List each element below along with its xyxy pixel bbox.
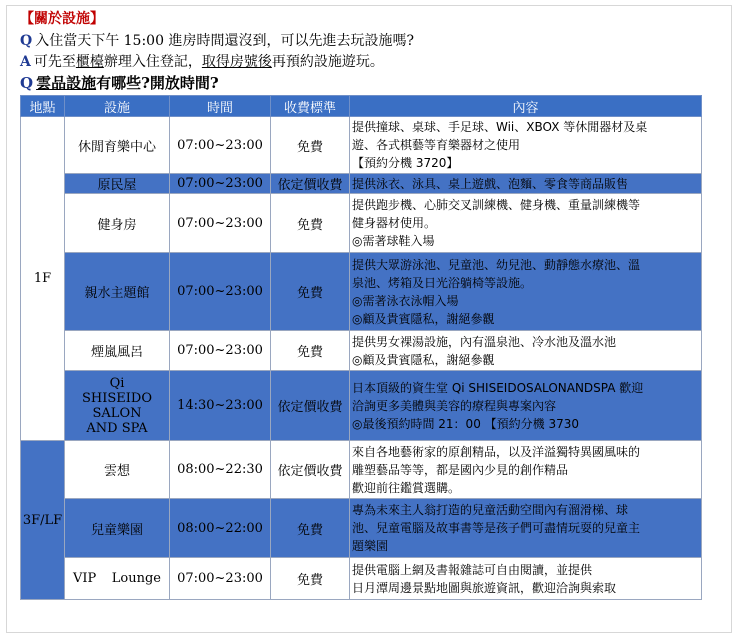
time-cell: 07:00~23:00	[170, 194, 271, 253]
content-line: 日月潭周邊景點地圖與旅遊資訊，歡迎洽詢與索取	[352, 580, 617, 595]
table-row	[21, 371, 702, 441]
facility-cell: 親水主題館	[65, 253, 170, 331]
time-cell: 07:00~23:00	[170, 253, 271, 331]
table-row	[21, 174, 702, 194]
content-line: 提供跑步機、心肺交叉訓練機、健身機、重量訓練機等	[352, 198, 641, 212]
content-line: 洽詢更多美體與美容的療程與專案內容	[352, 398, 557, 413]
content-line: 提供電腦上網及書報雜誌可自由閱讀，並提供	[352, 562, 593, 577]
content-line: 遊、各式棋藝等育樂器材之使用	[352, 138, 521, 152]
content-line: ◎最後預約時間 21：00 【預約分機 3730	[352, 416, 579, 431]
floor-cell-1f: 1F	[21, 117, 65, 441]
fee-cell: 免費	[271, 331, 350, 371]
content-line: ◎顧及貴賓隱私，謝絕參觀	[352, 352, 495, 367]
content-cell	[350, 499, 702, 558]
content-line: 提供泳衣、泳具、桌上遊戲、泡麵、零食等商品販售	[352, 176, 629, 191]
content-cell	[350, 253, 702, 331]
room-number-link: 取得房號後	[201, 54, 272, 70]
content-line: 歡迎前往鑑賞選購。	[352, 480, 461, 495]
facility-link: 雲品設施	[36, 74, 97, 92]
header-facility: 設施	[65, 96, 170, 117]
content-cell	[350, 558, 702, 600]
fee-cell: 依定價收費	[271, 441, 350, 499]
a-text-mid: 辦理入住登記，	[103, 54, 202, 70]
content-cell	[350, 194, 702, 253]
content-cell	[350, 331, 702, 371]
faq-question-2	[20, 72, 219, 93]
counter-link: 櫃檯	[75, 54, 104, 70]
fee-cell: 免費	[271, 117, 350, 174]
facility-cell	[65, 371, 170, 441]
table-row	[21, 253, 702, 331]
content-line: 提供大眾游泳池、兒童池、幼兒池、動靜態水療池、溫	[352, 257, 641, 272]
facility-cell: 雲想	[65, 441, 170, 499]
header-content: 內容	[350, 96, 702, 117]
table-row	[21, 441, 702, 499]
fee-cell: 免費	[271, 253, 350, 331]
facility-line: Qi	[109, 375, 125, 391]
header-location: 地點	[21, 96, 65, 117]
q-text: 入住當天下午 15:00 進房時間還沒到，可以先進去玩設施嗎?	[35, 33, 414, 49]
facility-line: SHISEIDO	[82, 390, 152, 406]
q-mark: Q	[20, 74, 34, 92]
time-cell: 08:00~22:30	[170, 441, 271, 499]
content-line: 泉池、烤箱及日光浴躺椅等設施。	[352, 275, 533, 290]
content-line: ◎顧及貴賓隱私，謝絕參觀	[352, 311, 495, 326]
facility-cell: 原民屋	[65, 174, 170, 194]
content-cell	[350, 174, 702, 194]
a-text-pre: 可先至	[33, 54, 76, 70]
facility-line: AND SPA	[86, 420, 148, 436]
facility-table	[20, 95, 702, 600]
header-time: 時間	[170, 96, 271, 117]
floor-cell-3f-lf: 3F/LF	[21, 441, 65, 600]
table-row	[21, 117, 702, 174]
facility-cell: 煙嵐風呂	[65, 331, 170, 371]
facility-cell: 健身房	[65, 194, 170, 253]
content-line: 池、兒童電腦及故事書等是孩子們可盡情玩耍的兒童主	[352, 521, 641, 535]
time-cell: 14:30~23:00	[170, 371, 271, 441]
content-line: 日本頂級的資生堂 Qi SHISEIDOSALONANDSPA 歡迎	[352, 380, 644, 395]
section-heading: 【關於設施】	[20, 11, 104, 27]
fee-cell: 免費	[271, 499, 350, 558]
faq-question-1	[20, 30, 414, 50]
q-mark: Q	[20, 33, 33, 49]
content-cell	[350, 371, 702, 441]
content-line: 專為未來主人翁打造的兒童活動空間內有溜滑梯、球	[352, 503, 629, 517]
facility-cell	[65, 558, 170, 600]
content-line: ◎需著泳衣泳帽入場	[352, 293, 459, 308]
time-cell: 07:00~23:00	[170, 174, 271, 194]
facility-text-right: Lounge	[111, 571, 161, 586]
time-cell: 08:00~22:00	[170, 499, 271, 558]
facility-cell: 休閒育樂中心	[65, 117, 170, 174]
q-text: 有哪些?開放時間?	[96, 74, 219, 92]
fee-cell: 依定價收費	[271, 371, 350, 441]
content-line: 提供男女裸湯設施，內有溫泉池、冷水池及溫水池	[352, 334, 617, 349]
faq-answer-1	[20, 51, 384, 71]
content-line: 【預約分機 3720】	[352, 156, 459, 170]
content-line: ◎需著球鞋入場	[352, 234, 435, 248]
table-row	[21, 558, 702, 600]
a-mark: A	[20, 54, 31, 70]
table-header-row	[21, 96, 702, 117]
content-cell	[350, 117, 702, 174]
fee-cell: 免費	[271, 558, 350, 600]
fee-cell: 依定價收費	[271, 174, 350, 194]
time-cell: 07:00~23:00	[170, 117, 271, 174]
a-text-post: 再預約設施遊玩。	[271, 54, 384, 70]
time-cell: 07:00~23:00	[170, 558, 271, 600]
content-line: 雕塑藝品等等，都是國內少見的創作精品	[352, 462, 569, 477]
fee-cell: 免費	[271, 194, 350, 253]
table-row	[21, 194, 702, 253]
header-fee: 收費標準	[271, 96, 350, 117]
facility-cell: 兒童樂園	[65, 499, 170, 558]
content-line: 來自各地藝術家的原創精品，以及洋溢獨特異國風味的	[352, 444, 641, 459]
content-line: 健身器材使用。	[352, 216, 437, 230]
content-line: 題樂園	[352, 539, 389, 553]
facility-text-left: VIP	[73, 571, 97, 586]
time-cell: 07:00~23:00	[170, 331, 271, 371]
facility-line: SALON	[92, 405, 142, 421]
table-row	[21, 499, 702, 558]
content-cell	[350, 441, 702, 499]
content-line: 提供撞球、桌球、手足球、Wii、XBOX 等休閒器材及桌	[352, 120, 648, 134]
table-row	[21, 331, 702, 371]
